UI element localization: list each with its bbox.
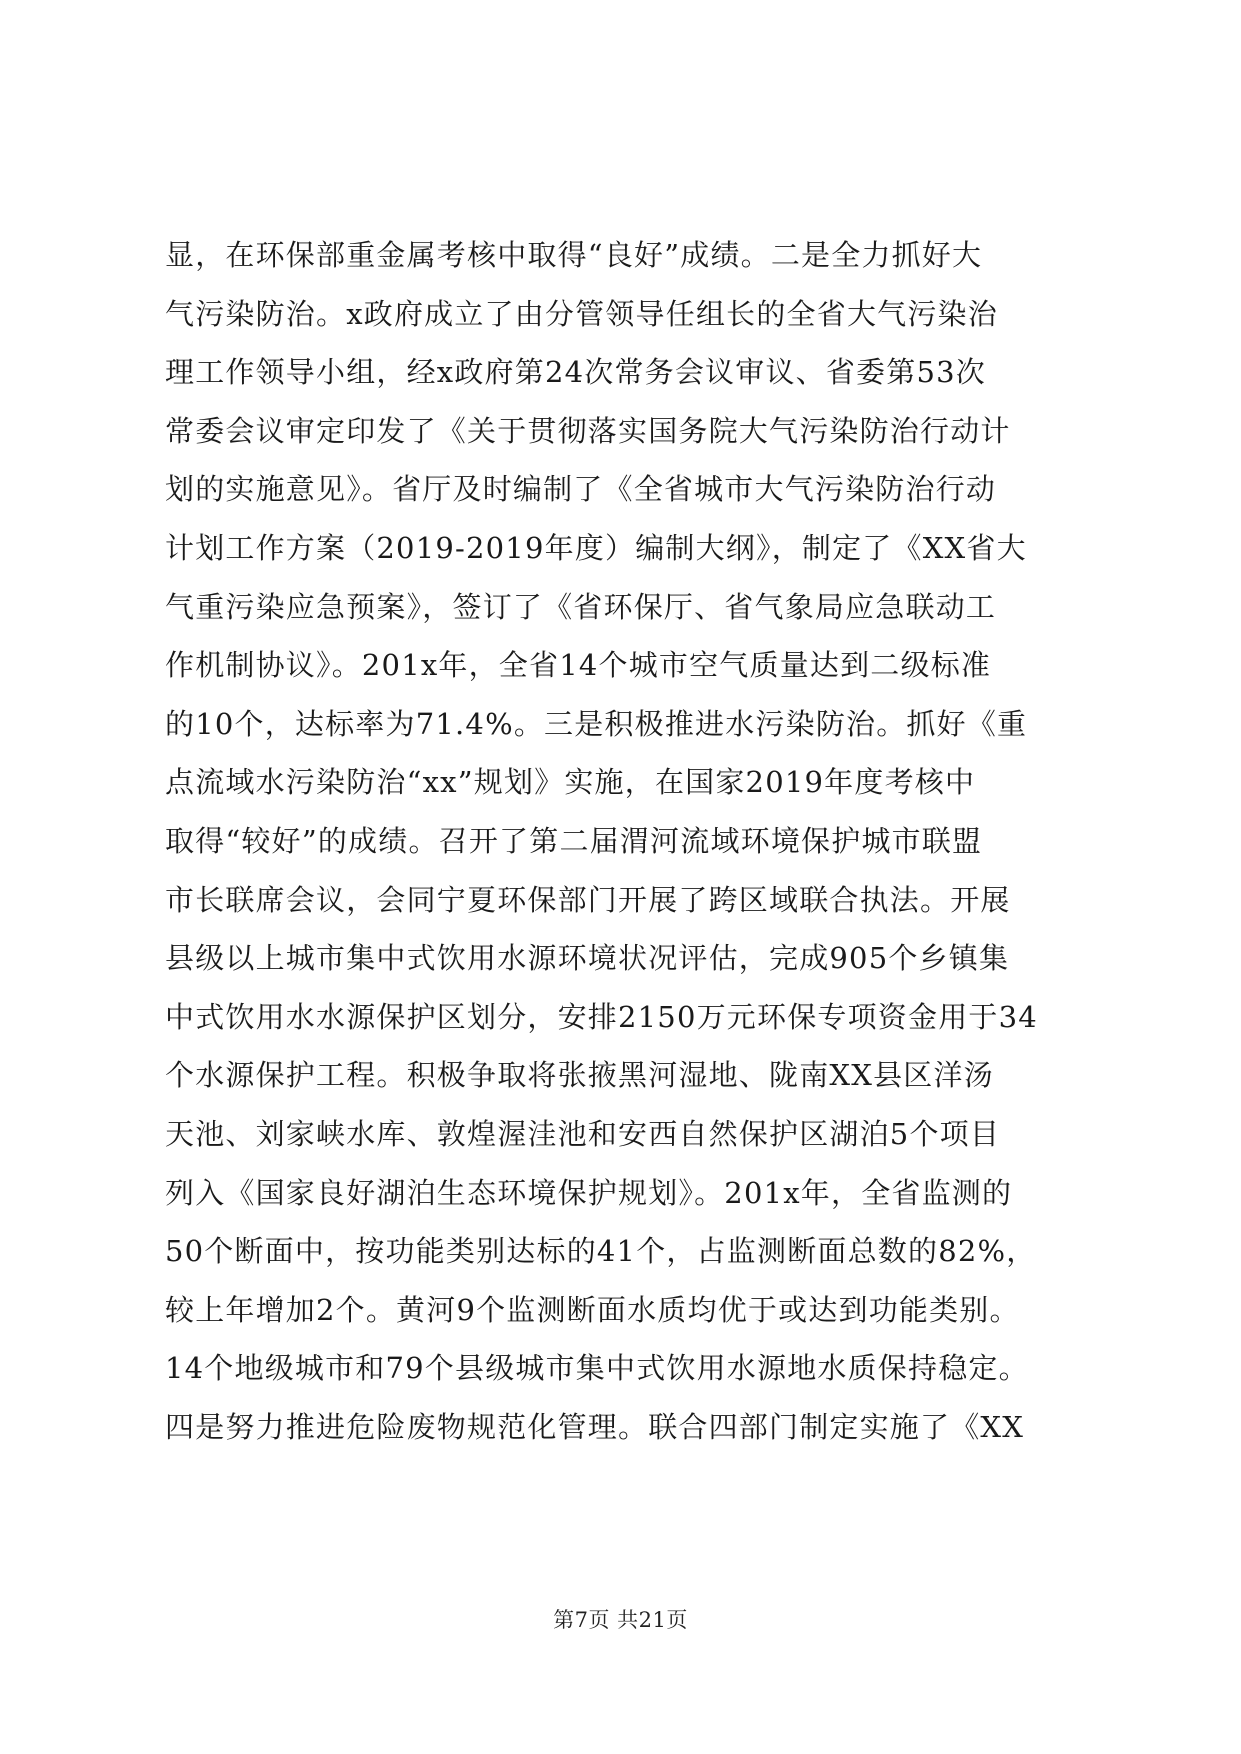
text-line: 气污染防治。x政府成立了由分管领导任组长的全省大气污染治 bbox=[165, 296, 998, 331]
text-line: 常委会议审定印发了《关于贯彻落实国务院大气污染防治行动计 bbox=[165, 413, 1011, 448]
text-line: 县级以上城市集中式饮用水源环境状况评估，完成905个乡镇集 bbox=[165, 941, 1010, 976]
text-line: 的10个，达标率为71.4%。三是积极推进水污染防治。抓好《重 bbox=[165, 706, 1028, 741]
text-line: 个水源保护工程。积极争取将张掖黑河湿地、陇南XX县区洋汤 bbox=[165, 1058, 994, 1093]
text-line: 气重污染应急预案》，签订了《省环保厅、省气象局应急联动工 bbox=[165, 589, 997, 624]
text-line: 四是努力推进危险废物规范化管理。联合四部门制定实施了《XX bbox=[165, 1409, 1025, 1444]
text-line: 天池、刘家峡水库、敦煌渥洼池和安西自然保护区湖泊5个项目 bbox=[165, 1116, 1001, 1151]
text-line: 显，在环保部重金属考核中取得“良好”成绩。二是全力抓好大 bbox=[165, 238, 983, 272]
text-line: 50个断面中，按功能类别达标的41个，占监测断面总数的82%， bbox=[165, 1234, 1037, 1269]
text-line: 市长联席会议，会同宁夏环保部门开展了跨区域联合执法。开展 bbox=[165, 882, 1011, 917]
text-line: 较上年增加2个。黄河9个监测断面水质均优于或达到功能类别。 bbox=[165, 1292, 1020, 1327]
text-line: 14个地级城市和79个县级城市集中式饮用水源地水质保持稳定。 bbox=[165, 1351, 1029, 1386]
text-line: 划的实施意见》。省厅及时编制了《全省城市大气污染防治行动 bbox=[165, 472, 997, 507]
page-footer: 第7页 共21页 bbox=[553, 1608, 688, 1632]
text-line: 作机制协议》。201x年，全省14个城市空气质量达到二级标准 bbox=[165, 648, 992, 683]
text-line: 理工作领导小组，经x政府第24次常务会议审议、省委第53次 bbox=[165, 355, 986, 390]
text-line: 列入《国家良好湖泊生态环境保护规划》。201x年，全省监测的 bbox=[165, 1175, 1013, 1210]
text-line: 中式饮用水水源保护区划分，安排2150万元环保专项资金用于34 bbox=[165, 999, 1038, 1034]
text-line: 计划工作方案（2019-2019年度）编制大纲》，制定了《XX省大 bbox=[165, 530, 1027, 565]
text-line: 点流域水污染防治“xx”规划》实施，在国家2019年度考核中 bbox=[165, 765, 976, 800]
text-line: 取得“较好”的成绩。召开了第二届渭河流域环境保护城市联盟 bbox=[165, 823, 983, 858]
body-text bbox=[165, 226, 1085, 1456]
